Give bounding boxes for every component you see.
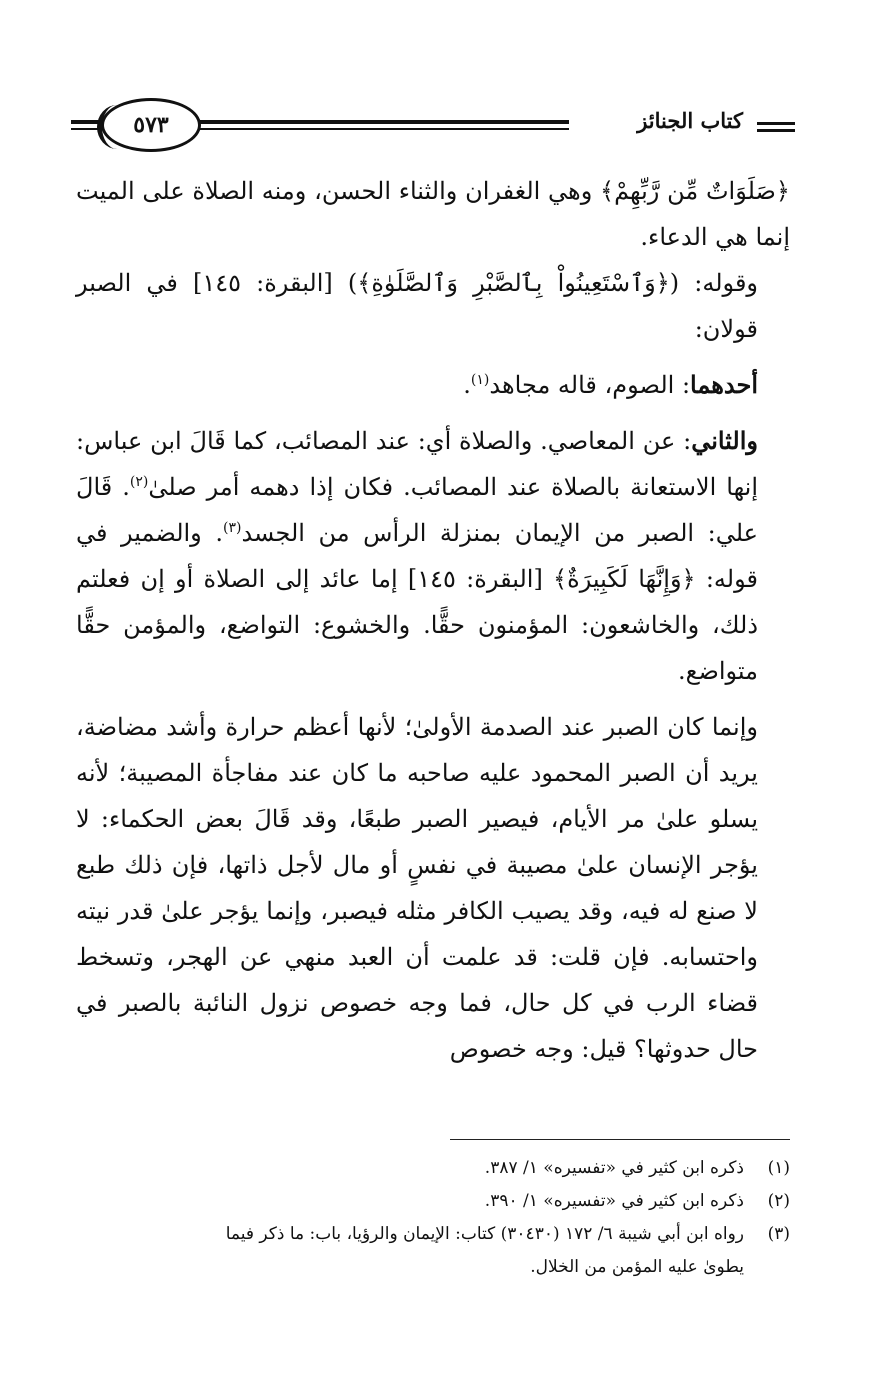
footnote-ref: (١) — [470, 372, 490, 388]
text-line: وإنما كان الصبر عند الصدمة الأولىٰ؛ لأنها أعظم حرارة وأشد — [166, 713, 758, 741]
footnote-text: ذكره ابن كثير في «تفسيره» ١/ ٣٩٠. — [484, 1191, 744, 1211]
header-rule — [185, 120, 569, 132]
footnote-2 — [80, 1185, 790, 1218]
footnote-3 — [80, 1218, 790, 1251]
footnote-text: رواه ابن أبي شيبة ٦/ ١٧٢ (٣٠٤٣٠) كتاب: الإيمان والرؤيا، باب: ما ذكر فيما — [225, 1224, 744, 1244]
text-line: وإنما يؤجر علىٰ قدر نيته واحتسابه. فإن قلت: قد علمت أن العبد — [76, 897, 758, 971]
text-line: والمؤمن حقًّا متواضع. — [76, 611, 758, 685]
text-line: قولان: — [694, 315, 758, 343]
text-line: ذاتها، فإن ذلك طبع لا صنع له فيه، وقد يصيب الكافر مثله فيصبر، — [76, 851, 758, 925]
text-punct: . — [463, 371, 471, 399]
text-line: ﴿صَلَوَاتٌ مِّن رَّبِّهِمْ﴾ وهي الغفران والثناء الحسن، ومنه الصلاة على — [142, 177, 790, 205]
footnote-text: ذكره ابن كثير في «تفسيره» ١/ ٣٨٧. — [484, 1158, 744, 1178]
page-header — [85, 98, 795, 162]
text-line: صلىٰ — [148, 473, 197, 501]
text-line: منهي عن الهجر، وتسخط قضاء الرب في كل حال، فما وجه — [76, 943, 758, 1017]
footnote-separator — [450, 1139, 790, 1140]
text-line: الميت إنما هي الدعاء. — [76, 177, 790, 251]
text-line: : عن المعاصي. والصلاة أي: عند المصائب، كما قَالَ ابن — [150, 427, 692, 455]
text-punct: . — [215, 519, 223, 547]
header-ornament-dashes — [757, 122, 795, 132]
text-line: أو إن فعلتم ذلك، والخاشعون: المؤمنون حقًّا. والخشوع: التواضع، — [76, 565, 758, 639]
footnote-number: (٣) — [767, 1224, 790, 1244]
paragraph-1 — [76, 168, 790, 260]
page-number-oval — [101, 98, 201, 152]
text-line: عباس: إنها الاستعانة بالصلاة عند المصائب. فكان إذا دهمه أمر — [76, 427, 758, 501]
text-line: : الصوم، قاله مجاهد — [489, 371, 691, 399]
paragraph-3 — [76, 362, 790, 408]
footnote-3-continuation: يطوىٰ عليه المؤمن من الخلال. — [530, 1257, 744, 1277]
text-line: وقوله: (﴿وَٱسْتَعِينُواْ بِٱلصَّبْرِ وَٱلصَّلَوٰةِ﴾) [البقرة: ١٤٥] في الصبر — [76, 269, 759, 297]
text-line: . قَالَ علي: الصبر من الإيمان بمنزلة الرأس من الجسد — [76, 473, 758, 547]
chapter-title: كتاب الجنائز — [637, 108, 743, 133]
text-line: بعض الحكماء: لا يؤجر الإنسان علىٰ مصيبة في نفسٍ أو مال لأجل — [76, 805, 758, 879]
body-text — [76, 168, 790, 1072]
page-number: ٥٧٣ — [133, 112, 169, 138]
footnote-ref: (٣) — [222, 520, 242, 536]
footnote-ref: (٢) — [129, 474, 149, 490]
paragraph-5 — [76, 704, 790, 1072]
lead-word: والثاني — [691, 426, 758, 455]
footnote-number: (١) — [767, 1158, 790, 1178]
paragraph-4 — [76, 418, 790, 694]
text-line: مضاضة، يريد أن الصبر المحمود عليه صاحبه ما كان عند مفاجأة — [76, 713, 758, 787]
text-line: المصيبة؛ لأنه يسلو علىٰ مر الأيام، فيصير الصبر طبعًا، وقد قَالَ — [76, 759, 758, 833]
text-line: والضمير في قوله: ﴿وَإِنَّهَا لَكَبِيرَةٌ﴾ [البقرة: ١٤٥] إما عائد إلى الصلاة — [76, 519, 758, 593]
footnotes — [80, 1152, 790, 1284]
lead-word: أحدهما — [690, 370, 758, 399]
footnote-number: (٢) — [767, 1191, 790, 1211]
paragraph-2 — [76, 260, 790, 352]
text-line: خصوص نزول النائبة بالصبر في حال حدوثها؟ قيل: وجه خصوص — [76, 989, 758, 1063]
footnote-1 — [80, 1152, 790, 1185]
